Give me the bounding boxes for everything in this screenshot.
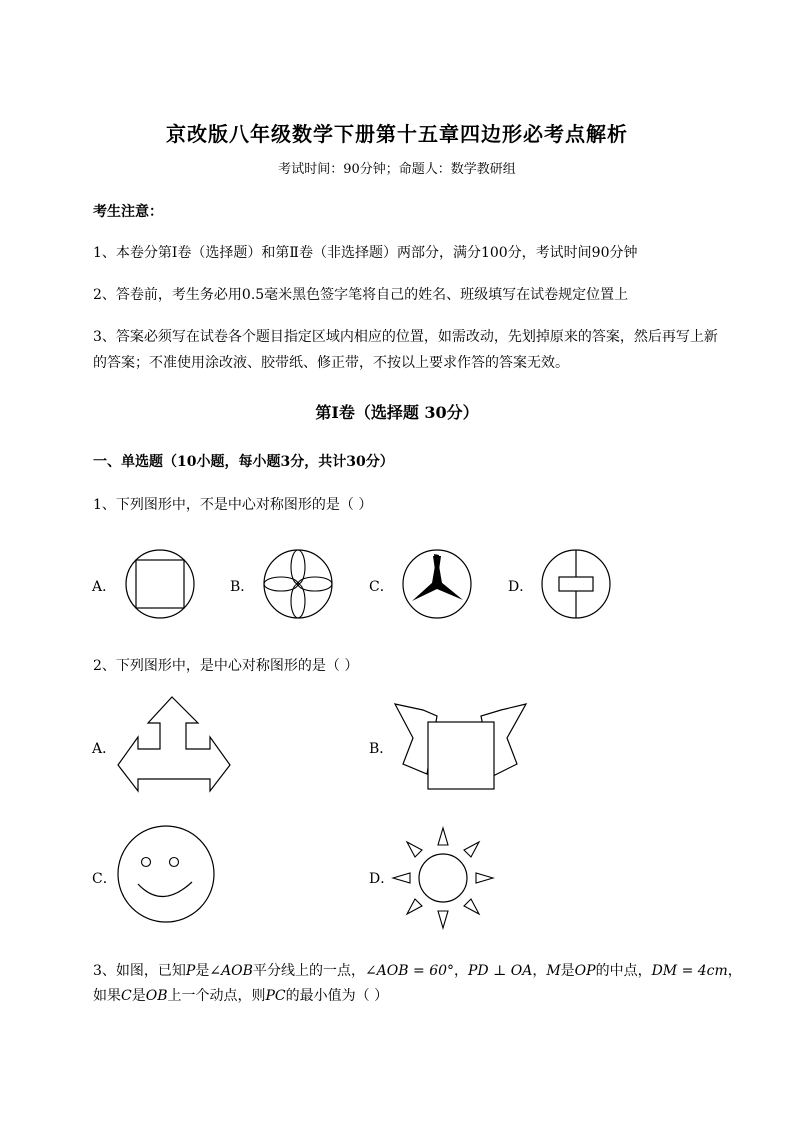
q2-figure-c	[116, 824, 216, 924]
q1-option-d-label: D．	[508, 579, 534, 595]
q1-figure-a	[124, 548, 196, 620]
q3-text: ，	[532, 963, 547, 979]
q1-figure-b	[262, 548, 334, 620]
q1-stem: 1、下列图形中，不是中心对称图形的是（ ）	[93, 497, 373, 513]
notice-item-2: 2、答卷前，考生务必用0.5毫米黑色签字笔将自己的姓名、班级填写在试卷规定位置上	[93, 287, 629, 303]
q3-stem-line-1	[93, 960, 742, 980]
q3-segment-op: OP	[574, 963, 596, 979]
q3-angle-aob: ∠AOB	[209, 963, 253, 979]
q2-option-d-label: D．	[369, 871, 395, 887]
q3-text: 的最小值为（ ）	[285, 988, 389, 1004]
q3-text: 上一个动点，则	[167, 988, 266, 1004]
q3-text: 3、如图，已知	[93, 963, 186, 979]
q1-option-c-label: C．	[369, 579, 394, 595]
q3-point-p: P	[185, 963, 196, 979]
q3-text: ，	[727, 963, 742, 979]
q3-text: 是	[560, 963, 575, 979]
q2-figure-a	[116, 695, 232, 793]
page-title: 京改版八年级数学下册第十五章四边形必考点解析	[166, 122, 628, 146]
q2-stem: 2、下列图形中，是中心对称图形的是（ ）	[93, 658, 359, 674]
q2-figure-d	[391, 826, 495, 930]
q3-text: ，	[454, 963, 469, 979]
q1-figure-d	[540, 548, 612, 620]
q3-dm-length: DM = 4cm	[651, 963, 728, 979]
section-title: 第I卷（选择题 30分）	[315, 403, 479, 422]
q1-figure-c	[401, 548, 473, 620]
q3-segment-pc: PC	[265, 988, 286, 1004]
q3-text: 是	[195, 963, 210, 979]
q1-option-b-label: B．	[230, 579, 255, 595]
q3-text: 的中点，	[595, 963, 652, 979]
notice-item-3-cont: 的答案；不准使用涂改液、胶带纸、修正带，不按以上要求作答的答案无效。	[93, 355, 569, 371]
q3-stem-line-2	[93, 985, 388, 1005]
notice-item-3: 3、答案必须写在试卷各个题目指定区域内相应的位置，如需改动，先划掉原来的答案，然后再写上新	[93, 329, 718, 345]
q2-option-a-label: A．	[92, 741, 117, 757]
q2-option-c-label: C．	[92, 871, 117, 887]
part-heading: 一、单选题（10小题，每小题3分，共计30分）	[93, 454, 394, 470]
q3-text: 是	[131, 988, 146, 1004]
notice-item-1: 1、本卷分第I卷（选择题）和第Ⅱ卷（非选择题）两部分，满分100分，考试时间90分钟	[93, 245, 638, 261]
q3-perpendicular: PD ⊥ OA	[468, 963, 533, 979]
q2-figure-b	[393, 702, 528, 794]
notice-heading: 考生注意：	[93, 204, 163, 220]
q3-point-m: M	[546, 963, 561, 979]
q3-angle-value: ∠AOB = 60°	[364, 963, 455, 979]
q1-option-a-label: A．	[92, 579, 117, 595]
q3-text: 平分线上的一点，	[252, 963, 365, 979]
q3-text: 如果	[93, 988, 121, 1004]
q3-point-c: C	[121, 988, 132, 1004]
q3-ray-ob: OB	[145, 988, 168, 1004]
q2-option-b-label: B．	[369, 741, 394, 757]
exam-info: 考试时间：90分钟；命题人：数学教研组	[278, 162, 516, 177]
